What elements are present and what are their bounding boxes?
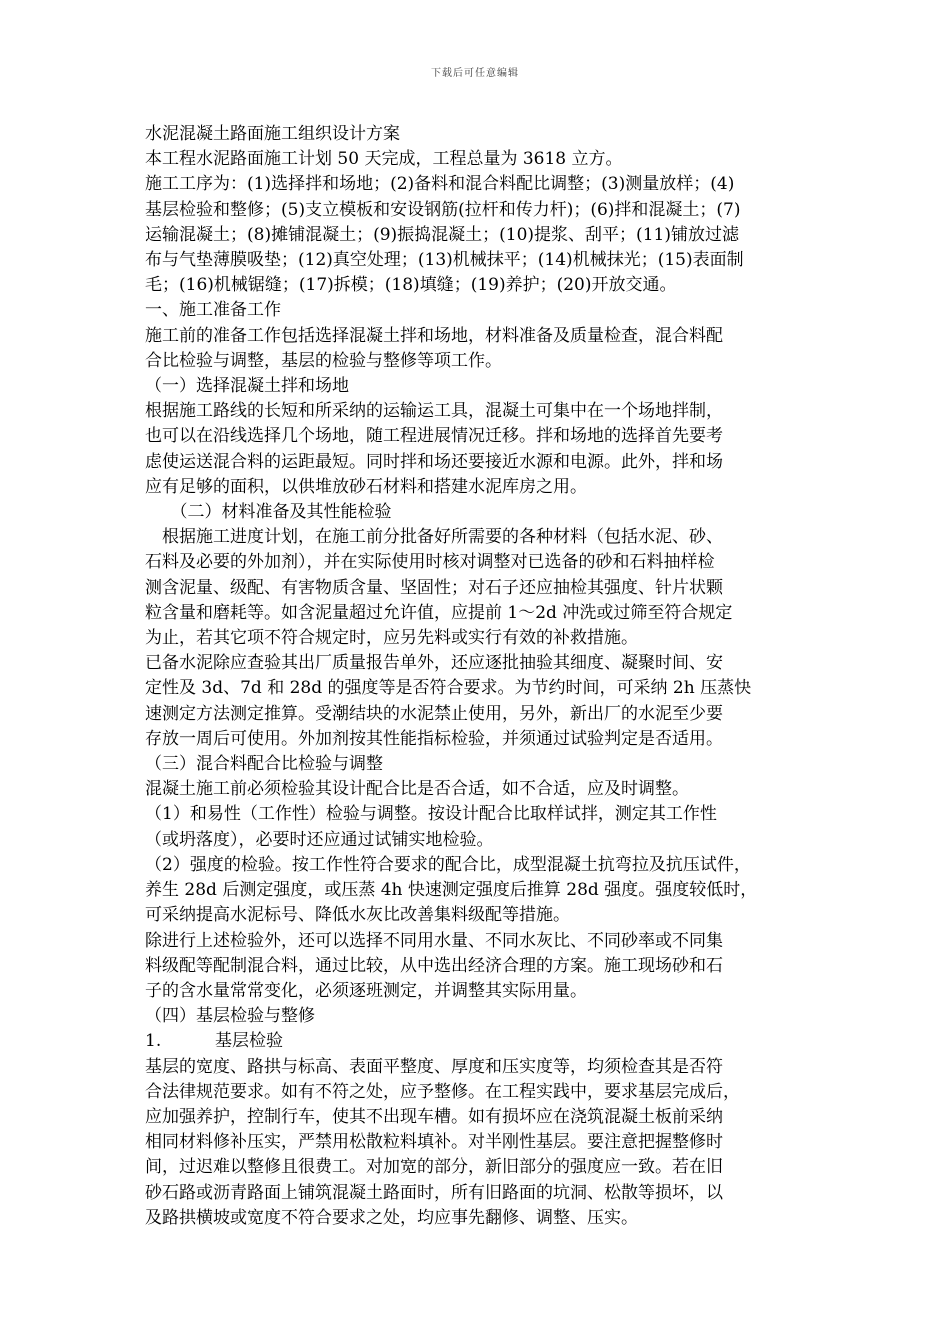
text-line: 合法律规范要求。如有不符之处，应予整修。在工程实践中，要求基层完成后， <box>145 1081 740 1102</box>
text-line: 测含泥量、级配、有害物质含量、坚固性；对石子还应抽检其强度、针片状颗 <box>145 577 723 598</box>
text-line: 及路拱横坡或宽度不符合要求之处，均应事先翻修、调整、压实。 <box>145 1207 638 1228</box>
text-line: （1）和易性（工作性）检验与调整。按设计配合比取样试拌，测定其工作性 <box>145 804 717 825</box>
text-line: 一、施工准备工作 <box>145 300 281 321</box>
text-line: 施工工序为：(1)选择拌和场地；(2)备料和混合料配比调整；(3)测量放样；(4) <box>145 174 735 195</box>
text-line: 也可以在沿线选择几个场地，随工程进展情况迁移。拌和场地的选择首先要考 <box>145 426 723 447</box>
text-line: 定性及 3d、7d 和 28d 的强度等是否符合要求。为节约时间，可采纳 2h 压蒸快 <box>145 678 752 699</box>
text-line: 合比检验与调整，基层的检验与整修等项工作。 <box>145 350 502 371</box>
text-line: （一）选择混凝土拌和场地 <box>145 376 349 397</box>
text-line: 间，过迟难以整修且很费工。对加宽的部分，新旧部分的强度应一致。若在旧 <box>145 1157 723 1178</box>
text-line: 虑使运送混合料的运距最短。同时拌和场还要接近水源和电源。此外，拌和场 <box>145 451 723 472</box>
text-line: （三）混合料配合比检验与调整 <box>145 754 383 775</box>
text-line: 毛；(16)机械锯缝；(17)拆模；(18)填缝；(19)养护；(20)开放交通。 <box>145 275 677 296</box>
text-line: 布与气垫薄膜吸垫；(12)真空处理；(13)机械抹平；(14)机械抹光；(15)表面制 <box>145 250 744 271</box>
text-line: 存放一周后可使用。外加剂按其性能指标检验，并须通过试验判定是否适用。 <box>145 728 723 749</box>
text-line: 为止，若其它项不符合规定时，应另先料或实行有效的补救措施。 <box>145 628 638 649</box>
text-line: 混凝土施工前必须检验其设计配合比是否合适，如不合适，应及时调整。 <box>145 779 689 800</box>
text-line: 粒含量和磨耗等。如含泥量超过允许值，应提前 1～2d 冲洗或过筛至符合规定 <box>145 602 733 623</box>
heading-text: 基层检验 <box>215 1031 283 1052</box>
text-line: 根据施工进度计划，在施工前分批备好所需要的各种材料（包括水泥、砂、 <box>145 527 723 548</box>
text-line: 养生 28d 后测定强度，或压蒸 4h 快速测定强度后推算 28d 强度。强度较低时， <box>145 880 758 901</box>
text-line: （二）材料准备及其性能检验 <box>145 502 392 523</box>
text-line: 除进行上述检验外，还可以选择不同用水量、不同水灰比、不同砂率或不同集 <box>145 930 723 951</box>
text-line: 基层检验和整修；(5)支立模板和安设钢筋(拉杆和传力杆)；(6)拌和混凝土；(7) <box>145 199 741 220</box>
text-line: 水泥混凝土路面施工组织设计方案 <box>145 124 400 144</box>
page-header: 下载后可任意编辑 <box>431 68 519 79</box>
text-line: 速测定方法测定推算。受潮结块的水泥禁止使用，另外，新出厂的水泥至少要 <box>145 703 723 724</box>
text-line: 可采纳提高水泥标号、降低水灰比改善集料级配等措施。 <box>145 905 570 926</box>
text-line: 相同材料修补压实，严禁用松散粒料填补。对半刚性基层。要注意把握整修时 <box>145 1132 723 1153</box>
document-body <box>145 122 815 1231</box>
text-line: 应有足够的面积，以供堆放砂石材料和搭建水泥库房之用。 <box>145 476 587 497</box>
text-line: 运输混凝土；(8)摊铺混凝土；(9)振捣混凝土；(10)提浆、刮平；(11)铺放过滤 <box>145 224 739 245</box>
text-line: （或坍落度），必要时还应通过试铺实地检验。 <box>145 829 494 850</box>
text-line: 根据施工路线的长短和所采纳的运输运工具，混凝土可集中在一个场地拌制， <box>145 401 723 422</box>
text-line: 已备水泥除应查验其出厂质量报告单外，还应逐批抽验其细度、凝聚时间、安 <box>145 653 723 674</box>
text-line: 应加强养护，控制行车，使其不出现车槽。如有损坏应在浇筑混凝土板前采纳 <box>145 1106 723 1127</box>
text-line: 基层的宽度、路拱与标高、表面平整度、厚度和压实度等，均须检查其是否符 <box>145 1056 723 1077</box>
numbered-heading <box>145 1029 815 1054</box>
text-line: 石料及必要的外加剂），并在实际使用时核对调整对已选备的砂和石料抽样检 <box>145 552 715 573</box>
text-line: 本工程水泥路面施工计划 50 天完成，工程总量为 3618 立方。 <box>145 149 623 170</box>
text-line: 子的含水量常常变化，必须逐班测定，并调整其实际用量。 <box>145 980 587 1001</box>
heading-number: 1. <box>145 1031 162 1052</box>
text-line: （四）基层检验与整修 <box>145 1006 315 1027</box>
text-line: 砂石路或沥青路面上铺筑混凝土路面时，所有旧路面的坑洞、松散等损坏，以 <box>145 1182 723 1203</box>
text-line: （2）强度的检验。按工作性符合要求的配合比，成型混凝土抗弯拉及抗压试件， <box>145 854 751 875</box>
text-line: 料级配等配制混合料，通过比较，从中选出经济合理的方案。施工现场砂和石 <box>145 955 723 976</box>
text-line: 施工前的准备工作包括选择混凝土拌和场地，材料准备及质量检查，混合料配 <box>145 325 723 346</box>
